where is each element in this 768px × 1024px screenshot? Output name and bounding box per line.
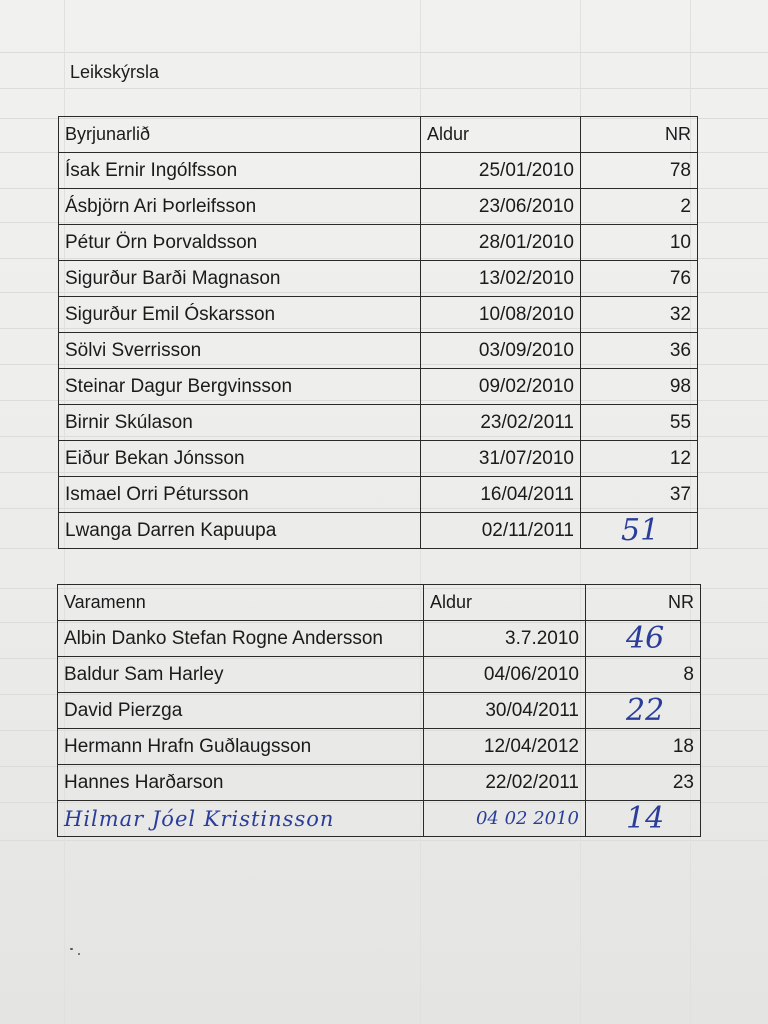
player-number: 22: [586, 693, 701, 729]
player-name: David Pierzga: [58, 693, 424, 729]
player-birthdate: 28/01/2010: [421, 225, 581, 261]
table-row: [59, 369, 698, 405]
grid-line: [0, 840, 768, 841]
table-row: [59, 261, 698, 297]
player-birthdate: 25/01/2010: [421, 153, 581, 189]
table-row: [59, 477, 698, 513]
player-name: Lwanga Darren Kapuupa: [59, 513, 421, 549]
header-age: Aldur: [421, 117, 581, 153]
player-birthdate: 23/06/2010: [421, 189, 581, 225]
table-row: [58, 657, 701, 693]
player-number: 55: [581, 405, 698, 441]
header-number: NR: [586, 585, 701, 621]
player-birthdate: 10/08/2010: [421, 297, 581, 333]
player-number: 14: [586, 801, 701, 837]
player-name: Albin Danko Stefan Rogne Andersson: [58, 621, 424, 657]
player-birthdate: 04 02 2010: [424, 801, 586, 837]
header-name: Byrjunarlið: [59, 117, 421, 153]
table-row: [59, 153, 698, 189]
player-number: 46: [586, 621, 701, 657]
table-row: [59, 225, 698, 261]
player-name: Birnir Skúlason: [59, 405, 421, 441]
player-name: Ásbjörn Ari Þorleifsson: [59, 189, 421, 225]
player-name: Steinar Dagur Bergvinsson: [59, 369, 421, 405]
player-birthdate: 12/04/2012: [424, 729, 586, 765]
player-number: 8: [586, 657, 701, 693]
table-row: [58, 693, 701, 729]
player-number: 98: [581, 369, 698, 405]
header-row: [58, 585, 701, 621]
player-name: Sigurður Barði Magnason: [59, 261, 421, 297]
player-name: Eiður Bekan Jónsson: [59, 441, 421, 477]
player-name: Baldur Sam Harley: [58, 657, 424, 693]
player-number: 23: [586, 765, 701, 801]
player-number: 36: [581, 333, 698, 369]
player-birthdate: 31/07/2010: [421, 441, 581, 477]
substitutes-table-body: [58, 585, 701, 837]
table-row: [58, 765, 701, 801]
player-name: Sölvi Sverrisson: [59, 333, 421, 369]
table-row: [58, 801, 701, 837]
table-row: [58, 729, 701, 765]
table-row: [59, 297, 698, 333]
table-row: [59, 441, 698, 477]
player-birthdate: 03/09/2010: [421, 333, 581, 369]
player-number: 51: [581, 513, 698, 549]
grid-line: [0, 88, 768, 89]
starters-table-body: [59, 117, 698, 549]
table-row: [58, 621, 701, 657]
document-title: Leikskýrsla: [70, 62, 160, 82]
table-row: [59, 189, 698, 225]
ink-speck: [70, 948, 73, 950]
player-number: 18: [586, 729, 701, 765]
player-name: Sigurður Emil Óskarsson: [59, 297, 421, 333]
table-row: [59, 405, 698, 441]
player-number: 12: [581, 441, 698, 477]
player-name: Hermann Hrafn Guðlaugsson: [58, 729, 424, 765]
starters-table: [58, 116, 698, 549]
player-birthdate: 23/02/2011: [421, 405, 581, 441]
player-number: 37: [581, 477, 698, 513]
player-birthdate: 13/02/2010: [421, 261, 581, 297]
player-name: Ísak Ernir Ingólfsson: [59, 153, 421, 189]
table-row: [59, 513, 698, 549]
header-number: NR: [581, 117, 698, 153]
player-number: 10: [581, 225, 698, 261]
header-age: Aldur: [424, 585, 586, 621]
table-row: [59, 333, 698, 369]
player-number: 32: [581, 297, 698, 333]
substitutes-table: [57, 584, 701, 837]
header-name: Varamenn: [58, 585, 424, 621]
player-birthdate: 04/06/2010: [424, 657, 586, 693]
grid-line: [0, 52, 768, 53]
player-name: Ismael Orri Pétursson: [59, 477, 421, 513]
player-birthdate: 16/04/2011: [421, 477, 581, 513]
player-number: 76: [581, 261, 698, 297]
ink-speck: [78, 953, 80, 955]
player-birthdate: 22/02/2011: [424, 765, 586, 801]
player-name: Hannes Harðarson: [58, 765, 424, 801]
player-name: Pétur Örn Þorvaldsson: [59, 225, 421, 261]
header-row: [59, 117, 698, 153]
player-birthdate: 3.7.2010: [424, 621, 586, 657]
player-birthdate: 09/02/2010: [421, 369, 581, 405]
player-birthdate: 02/11/2011: [421, 513, 581, 549]
player-number: 2: [581, 189, 698, 225]
player-number: 78: [581, 153, 698, 189]
player-name: Hilmar Jóel Kristinsson: [58, 801, 424, 837]
player-birthdate: 30/04/2011: [424, 693, 586, 729]
